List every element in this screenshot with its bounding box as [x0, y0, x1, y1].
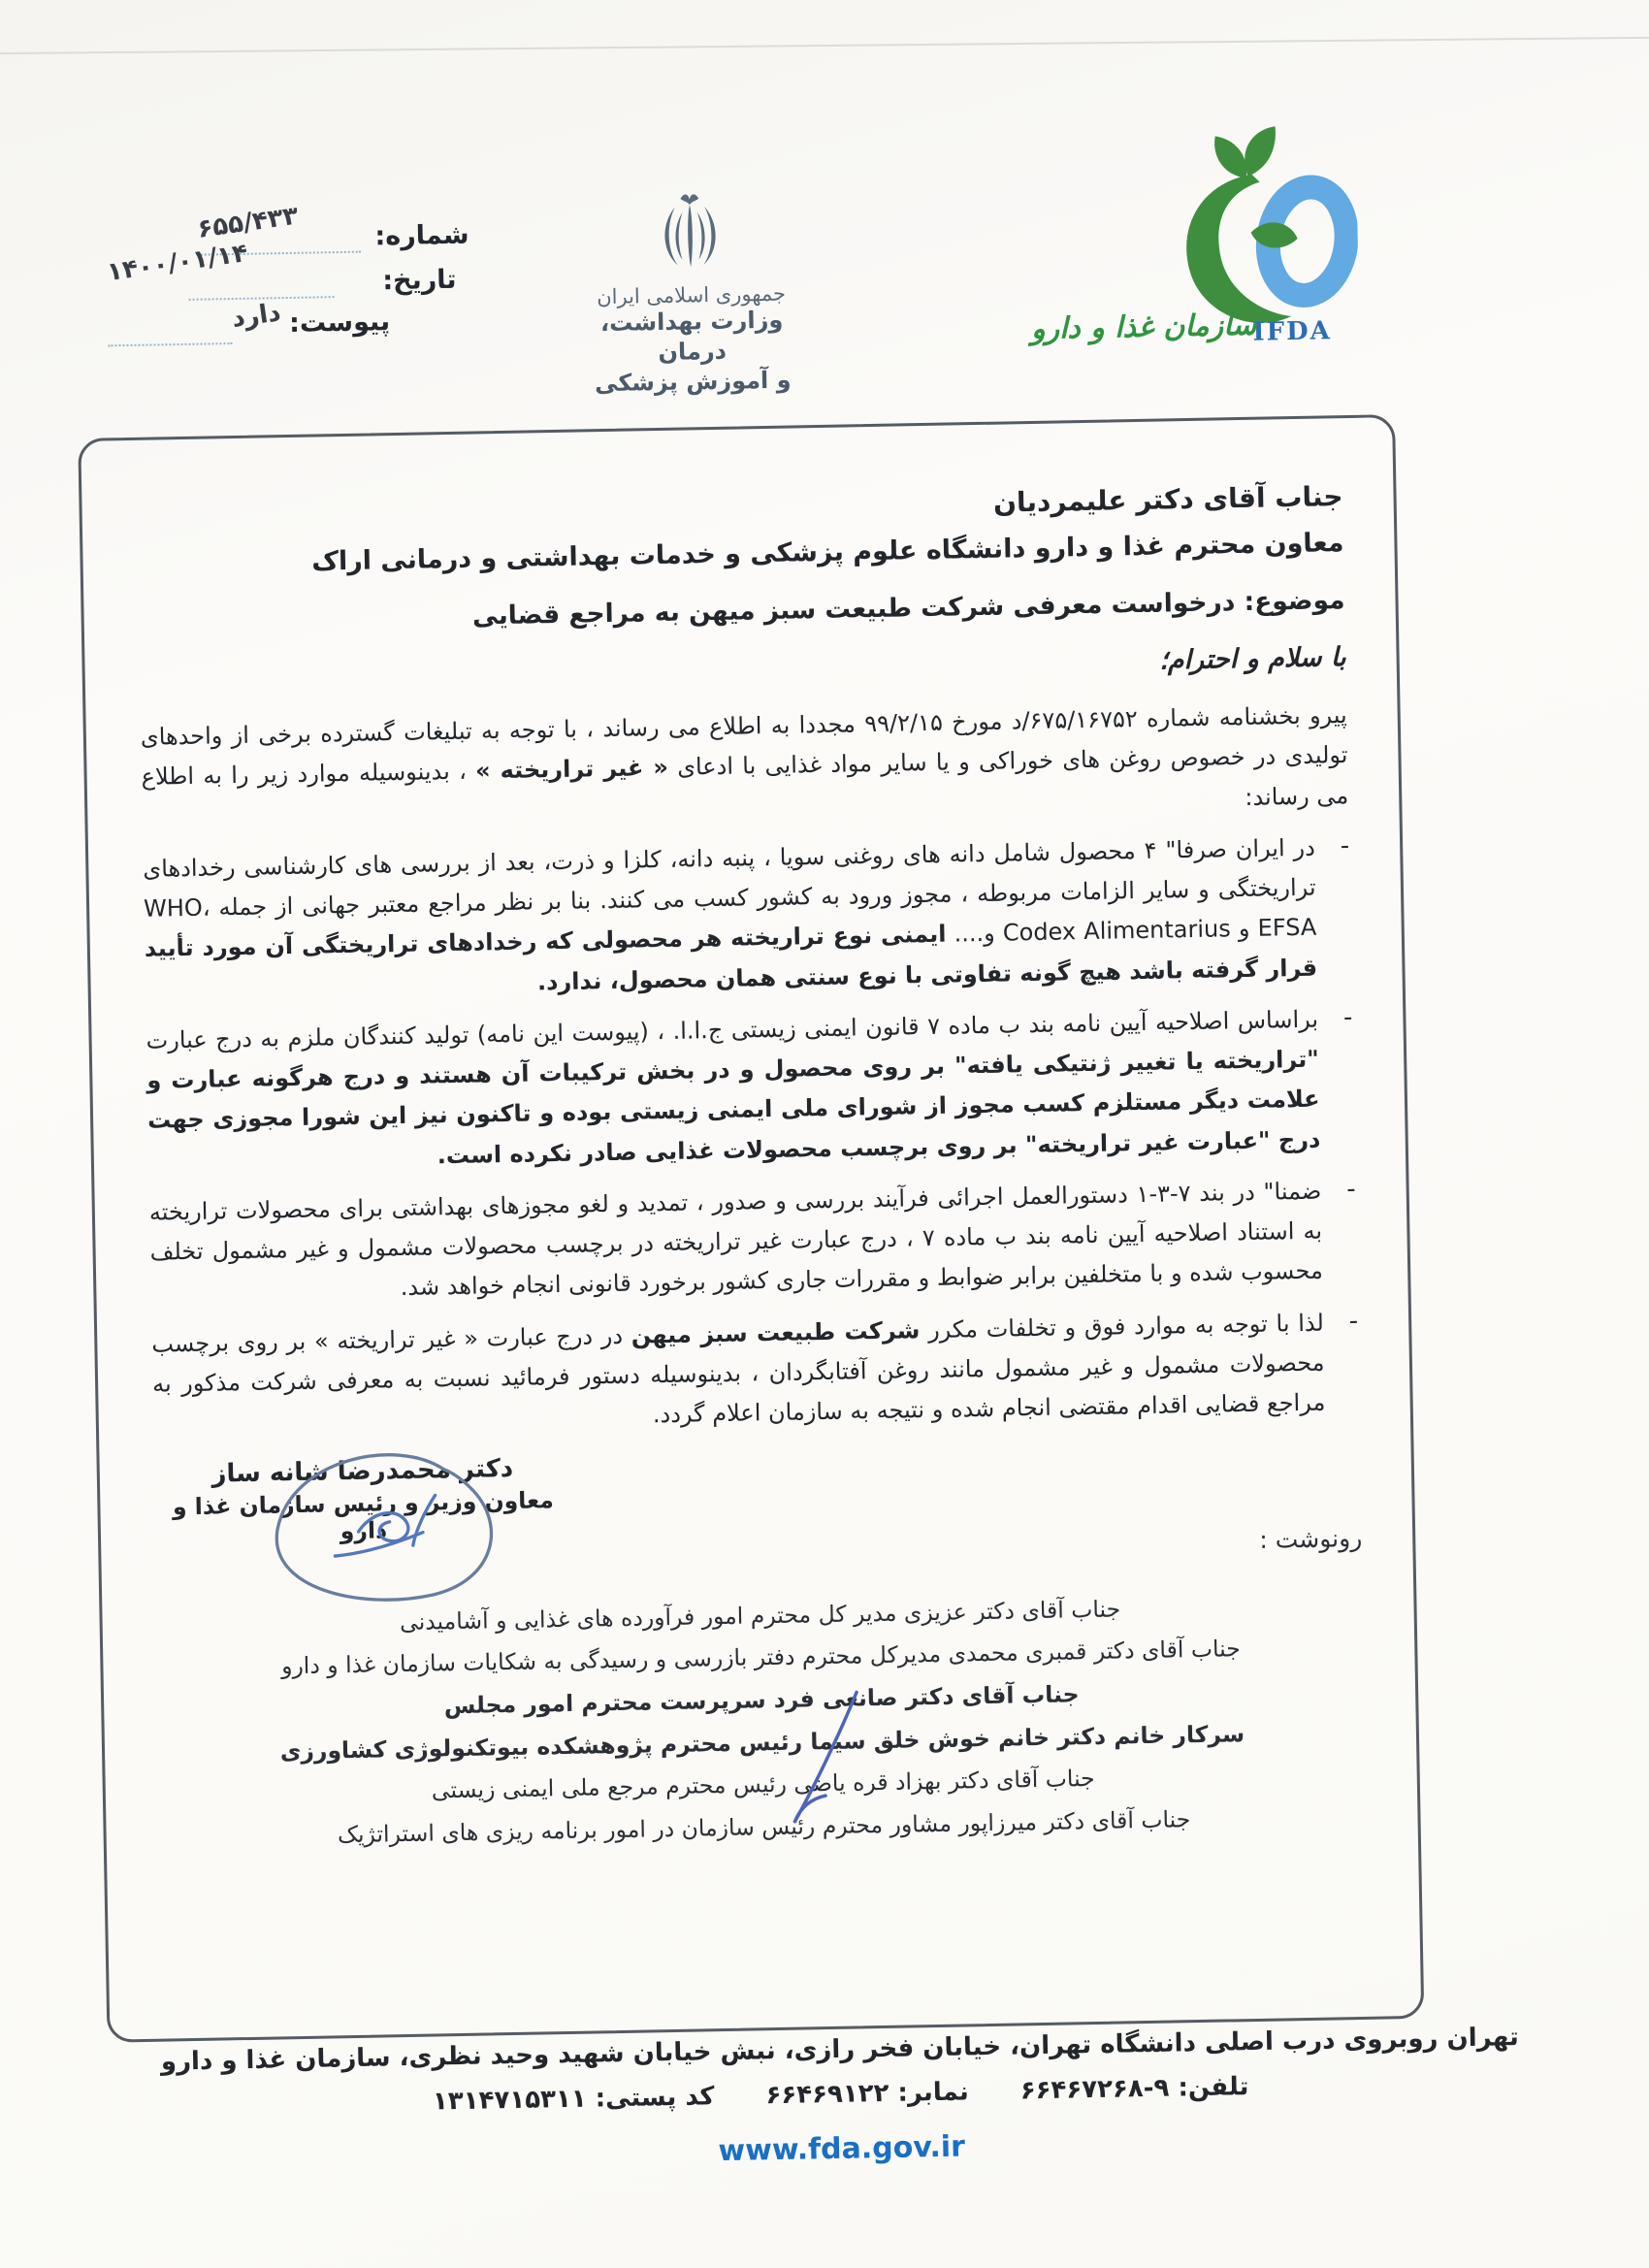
letter-number-value: ۶۵۵/۴۳۳ [195, 201, 301, 244]
ifda-latin-text: IFDA [1252, 316, 1333, 347]
ministry-line1: جمهوری اسلامی ایران [597, 281, 787, 309]
letter-body-box [78, 414, 1424, 2043]
ministry-line3: و آموزش پزشکی [594, 366, 792, 398]
salutation: با سلام و احترام؛ [1158, 642, 1346, 676]
cc-item-2: جناب آقای دکتر قمبری محمدی مدیرکل محترم دفتر بازرسی و رسیدگی به شکایات سازمان غذا و دارو [280, 1635, 1241, 1680]
footer-address: تهران روبروی درب اصلی دانشگاه تهران، خیابان فخر رازی، نبش خیابان شهید وحید نظری، سازمان غذا و دارو [160, 2023, 1520, 2077]
bullet-3-text: ضمنا" در بند ۷-۳-۱ دستورالعمل اجرائی فرآیند بررسی و صدور ، تمدید و لغو مجوزهای بهداشتی برای محصولات تراریخته به استناد اصلاحیه آیین نامه بند ب ماده ۷ ، درج عبارت غیر تراریخته در برچسب محصولات مشمول و غیر مشمول تخلف محسوب شده و با متخلفین برابر ضوابط و مقررات جاری کشور برخورد قانونی انجام خواهد شد. [148, 1177, 1324, 1302]
letter-body [81, 417, 1418, 1878]
letter-date-value: ۱۴۰۰/۰۱/۱۴ [105, 238, 250, 288]
bullet-dash: - [1345, 1174, 1356, 1205]
subject-text: درخواست معرفی شرکت طبیعت سبز میهن به مراجع قضایی [471, 587, 1236, 632]
cc-label: رونوشت : [1259, 1523, 1363, 1554]
letter-attachment-label: پیوست: [288, 307, 391, 339]
cc-item-6: جناب آقای دکتر میرزاپور مشاور محترم رئیس سازمان در امور برنامه ریزی های استراتژیک [337, 1805, 1191, 1849]
subject-label: موضوع: [1244, 585, 1345, 617]
bullet-item-3 [149, 1171, 1358, 1313]
letter-attachment-value: دارد [230, 298, 283, 334]
letter-number-label: شماره: [374, 219, 469, 252]
signature-block [154, 1452, 573, 1547]
cc-item-1: جناب آقای دکتر عزیزی مدیر کل محترم امور فرآورده های غذایی و آشامیدنی [399, 1594, 1121, 1636]
letterhead-footer [16, 2020, 1649, 2181]
bullet-item-1 [143, 827, 1352, 1010]
bullet-dash: - [1340, 830, 1350, 860]
bullet-2-text: براساس اصلاحیه آیین نامه بند ب ماده ۷ قانون ایمنی زیستی ج.ا.ا. ، (پیوست این نامه) تولید کنندگان ملزم به درج عبارت "تراریخته یا تغییر ژنتیکی یافته" بر روی محصول و در بخش ترکیبات آن هستند و درج هرگونه عبارت و علامت دیگر مستلزم کسب مجوز از شورای ملی ایمنی زیستی بوده و تاکنون نیز این شورا مجوزی جهت درج "عبارت غیر تراریخته" بر روی برچسب محصولات غذایی صادر نکرده است. [146, 1005, 1321, 1169]
bullet-item-4 [151, 1303, 1360, 1445]
iran-emblem-icon [644, 188, 737, 281]
bullet-item-2 [146, 999, 1355, 1182]
bullet-dash: - [1342, 1002, 1353, 1033]
bullet-4-text: لذا با توجه به موارد فوق و تخلفات مکرر شرکت طبیعت سبز میهن در درج عبارت « غیر تراریخته » بر روی برچسب محصولات مشمول و غیر مشمول مانند روغن آفتابگردان ، بدینوسیله دستور فرمائید نسبت به معرفی شرکت مذکور به مراجع قضایی اقدام مقتضی انجام شده و نتیجه به سازمان اعلام گردد. [151, 1309, 1326, 1429]
bullet-1-text: در ایران صرفا" ۴ محصول شامل دانه های روغنی سویا ، پنبه دانه، کلزا و ذرت، بعد از بررسی های کارشناسی رخدادهای تراریختگی و سایر الزامات مربوطه ، مجوز ورود به کشور کسب می کنند. بنا بر نظر مراجع معتبر جهانی از جمله WHO، EFSA و Codex Alimentarius و.... ایمنی نوع تراریخته هر محصولی که رخدادهای تراریختگی آن مورد تأیید قرار گرفته باشد هیچ گونه تفاوتی با نوع سنتی همان محصول، ندارد. [143, 833, 1318, 995]
signer-name: دکتر محمدرضا شانه ساز [211, 1453, 514, 1489]
intro-paragraph: پیرو بخشنامه شماره ۶۷۵/۱۶۷۵۲/د مورخ ۹۹/۲/۱۵ مجددا به اطلاع می رساند ، با توجه به تبلیغات گسترده برخی از واحدهای تولیدی در خصوص روغن های خوراکی و یا سایر مواد غذایی با ادعای « غیر تراریخته » ، بدینوسیله موارد زیر را به اطلاع می رساند: [140, 701, 1349, 811]
bullet-dash: - [1348, 1306, 1359, 1336]
cc-item-4: سرکار خانم دکتر خانم خوش خلق سیما رئیس محترم پژوهشکده بیوتکنولوژی کشاورزی [279, 1719, 1245, 1765]
ministry-header [564, 186, 820, 400]
ifda-logo [1030, 112, 1410, 379]
letter-date-label: تاریخ: [382, 264, 457, 297]
cc-item-3: جناب آقای دکتر صانعی فرد سرپرست محترم امور مجلس [443, 1680, 1080, 1720]
footer-phone: تلفن: ۹-۶۶۴۶۷۲۶۸ [1019, 2072, 1249, 2106]
footer-website: www.fda.gov.ir [718, 2129, 966, 2169]
recipient-title: معاون محترم غذا و دارو دانشگاه علوم پزشکی و خدمات بهداشتی و درمانی اراک [311, 528, 1344, 577]
ifda-persian-text: سازمان غذا و دارو [1030, 308, 1257, 346]
attachment-dotted-line [108, 342, 232, 346]
ifda-logo-icon [1162, 122, 1360, 339]
cc-item-5: جناب آقای دکتر بهزاد قره یاضی رئیس محترم مرجع ملی ایمنی زیستی [431, 1765, 1095, 1804]
ministry-line2: وزارت بهداشت، درمان [599, 306, 784, 367]
subject-line [138, 585, 1344, 637]
cc-list [156, 1583, 1368, 1860]
footer-fax: نمابر: ۶۶۴۶۹۱۲۲ [765, 2077, 970, 2111]
signer-title: معاون وزیر و رئیس سازمان غذا و دارو [172, 1485, 555, 1544]
footer-postal-code: کد پستی: ۱۳۱۴۷۱۵۳۱۱ [432, 2082, 715, 2117]
recipient-name: جناب آقای دکتر علیمردیان [992, 480, 1343, 519]
